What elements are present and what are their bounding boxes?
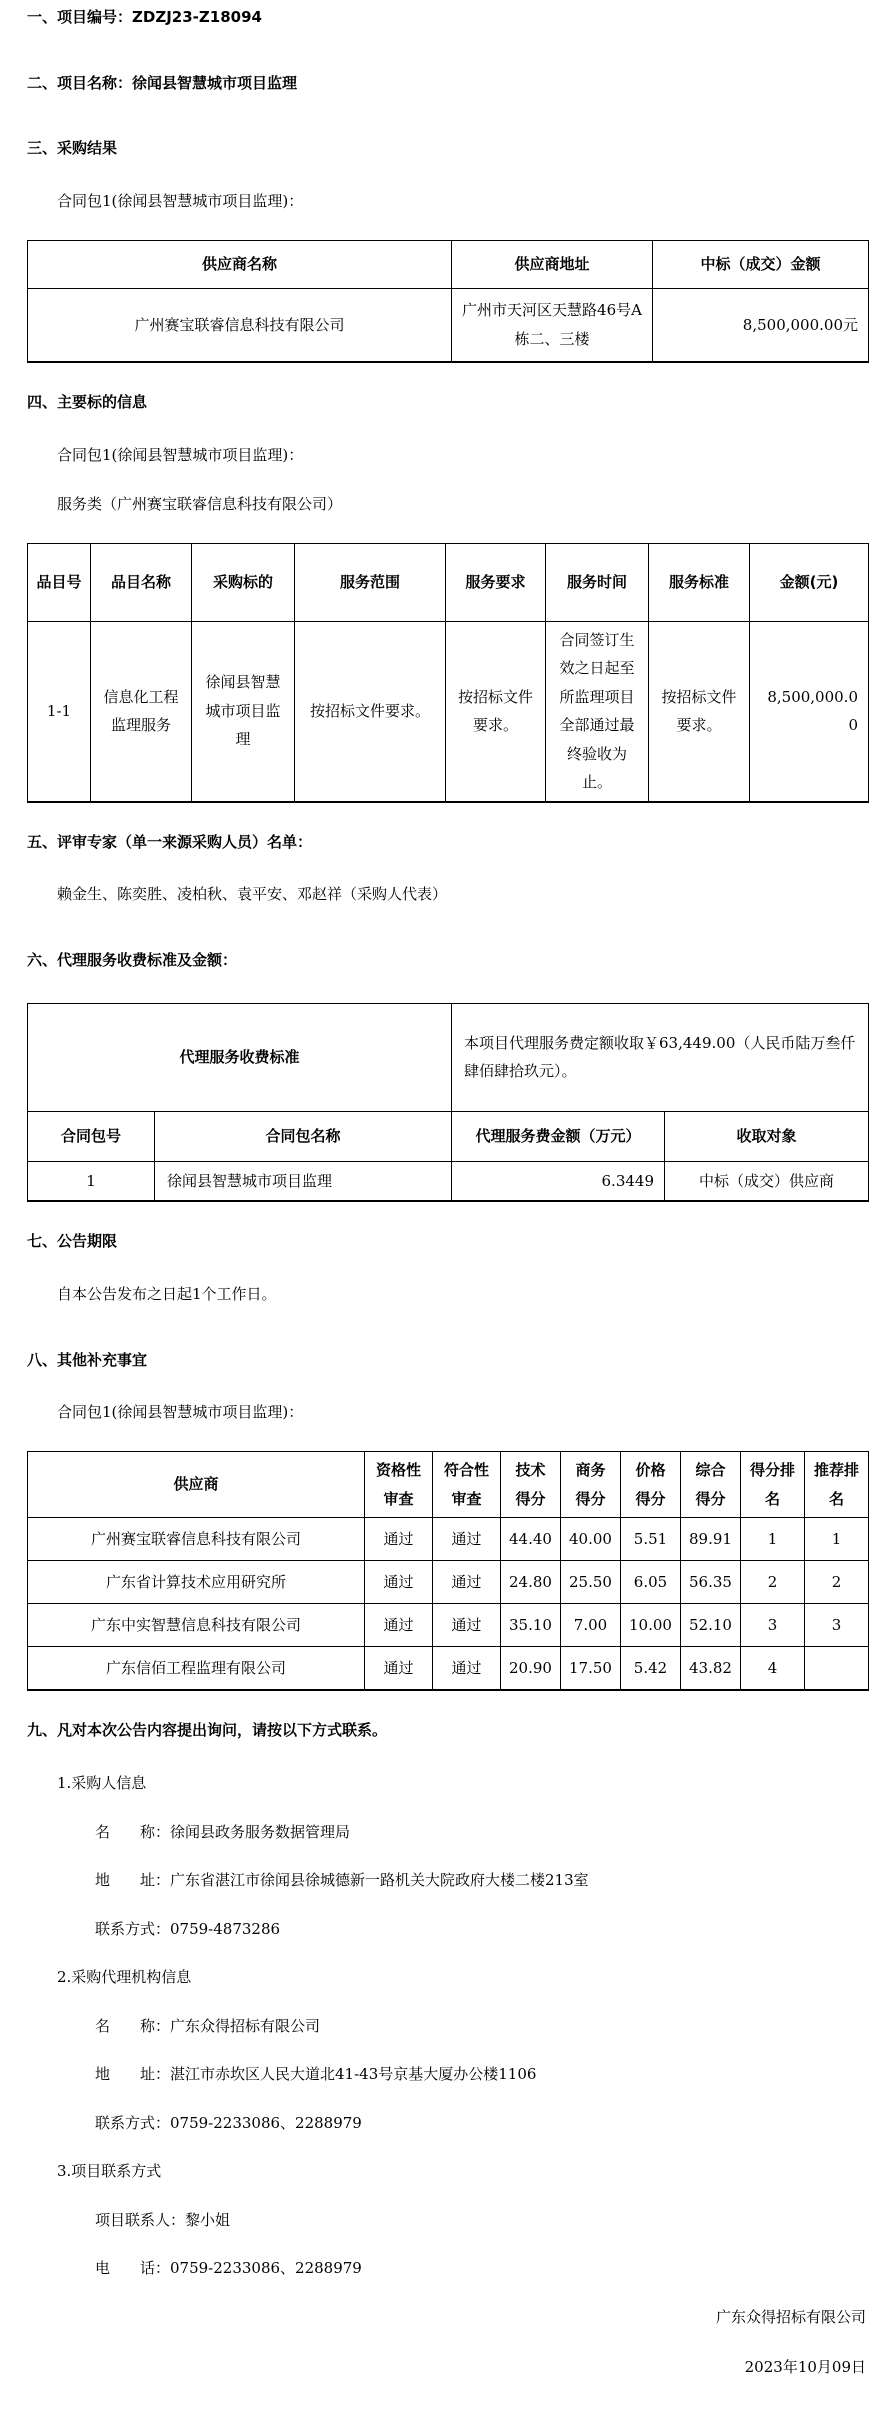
column-header-amount: 金额(元) [750, 543, 869, 621]
column-header-fee-amount: 代理服务费金额（万元） [452, 1111, 665, 1161]
procurement-subject-cell: 徐闻县智慧城市项目监理 [192, 621, 295, 802]
column-header-technical-score: 技术得分 [501, 1452, 561, 1518]
agency-name: 名 称：广东众得招标有限公司 [95, 2016, 321, 2035]
procurement-result-title: 三、采购结果 [27, 139, 118, 157]
score-table-row [28, 1604, 869, 1647]
section-supplementary [27, 1351, 866, 1691]
recommend-rank-cell: 3 [805, 1604, 869, 1647]
item-no-cell: 1-1 [28, 621, 91, 802]
agency-contact: 联系方式：0759-2233086、2288979 [95, 2113, 362, 2132]
signature-block [27, 2306, 866, 2379]
announcement-period-title: 七、公告期限 [27, 1232, 118, 1250]
column-header-procurement-subject: 采购标的 [192, 543, 295, 621]
total-score-cell: 52.10 [681, 1604, 741, 1647]
column-header-fee-payer: 收取对象 [665, 1111, 869, 1161]
column-header-conformity-review: 符合性审查 [433, 1452, 501, 1518]
subject-table [27, 543, 869, 803]
business-score-cell: 25.50 [561, 1561, 621, 1604]
section-subject-info [27, 393, 866, 803]
supplementary-title: 八、其他补充事宜 [27, 1350, 148, 1369]
fee-table-header-row [28, 1111, 869, 1161]
expert-list-title: 五、评审专家（单一来源采购人员）名单： [27, 832, 313, 851]
qualification-cell: 通过 [365, 1561, 433, 1604]
score-table-row [28, 1561, 869, 1604]
amount-cell: 8,500,000.00 [750, 621, 869, 802]
project-contact-info [57, 2160, 866, 2280]
agency-heading: 2.采购代理机构信息 [57, 1968, 192, 1986]
total-score-cell: 56.35 [681, 1561, 741, 1604]
package-no-cell: 1 [28, 1161, 155, 1201]
purchaser-info [57, 1772, 866, 1940]
technical-score-cell: 44.40 [501, 1518, 561, 1561]
business-score-cell: 7.00 [561, 1604, 621, 1647]
agency-fee-title: 六、代理服务收费标准及金额： [27, 951, 238, 969]
purchaser-heading: 1.采购人信息 [57, 1774, 147, 1792]
total-score-cell: 89.91 [681, 1518, 741, 1561]
recommend-rank-cell: 1 [805, 1518, 869, 1561]
score-table-row [28, 1518, 869, 1561]
expert-names: 赖金生、陈奕胜、凌柏秋、袁平安、邓赵祥（采购人代表） [57, 885, 448, 903]
technical-score-cell: 24.80 [501, 1561, 561, 1604]
project-number-title: 一、项目编号：ZDZJ23-Z18094 [27, 8, 262, 26]
section-expert-list [27, 833, 866, 906]
service-time-cell: 合同签订生效之日起至所监理项目全部通过最终验收为止。 [546, 621, 649, 802]
agency-fee-table [27, 1003, 869, 1203]
signature-company: 广东众得招标有限公司 [715, 2307, 866, 2326]
section-procurement-result [27, 139, 866, 363]
column-header-service-standard: 服务标准 [649, 543, 750, 621]
service-requirement-cell: 按招标文件要求。 [446, 621, 546, 802]
score-table-header-row [28, 1452, 869, 1518]
result-table [27, 240, 869, 364]
score-table [27, 1451, 869, 1691]
column-header-qualification-review: 资格性审查 [365, 1452, 433, 1518]
score-table-row [28, 1647, 869, 1690]
score-rank-cell: 3 [741, 1604, 805, 1647]
business-score-cell: 17.50 [561, 1647, 621, 1690]
subject-table-header-row [28, 543, 869, 621]
recommend-rank-cell [805, 1647, 869, 1690]
result-table-header-row [28, 240, 869, 288]
qualification-cell: 通过 [365, 1647, 433, 1690]
conformity-cell: 通过 [433, 1647, 501, 1690]
package-label: 合同包1(徐闻县智慧城市项目监理)： [57, 1403, 304, 1421]
project-contact-heading: 3.项目联系方式 [57, 2162, 162, 2180]
total-score-cell: 43.82 [681, 1647, 741, 1690]
section-project-name [27, 74, 866, 94]
column-header-service-scope: 服务范围 [295, 543, 446, 621]
column-header-business-score: 商务得分 [561, 1452, 621, 1518]
column-header-service-requirement: 服务要求 [446, 543, 546, 621]
column-header-score-rank: 得分排名 [741, 1452, 805, 1518]
conformity-cell: 通过 [433, 1604, 501, 1647]
package-label: 合同包1(徐闻县智慧城市项目监理)： [57, 445, 304, 464]
section-announcement-period [27, 1232, 866, 1305]
column-header-total-score: 综合得分 [681, 1452, 741, 1518]
section-project-number [27, 8, 866, 28]
service-scope-cell: 按招标文件要求。 [295, 621, 446, 802]
column-header-price-score: 价格得分 [621, 1452, 681, 1518]
score-rank-cell: 4 [741, 1647, 805, 1690]
price-score-cell: 10.00 [621, 1604, 681, 1647]
award-amount-cell: 8,500,000.00元 [653, 288, 869, 362]
column-header-award-amount: 中标（成交）金额 [653, 240, 869, 288]
column-header-package-name: 合同包名称 [155, 1111, 452, 1161]
fee-standard-desc-cell: 本项目代理服务费定额收取￥63,449.00（人民币陆万叁仟肆佰肆拾玖元）。 [452, 1003, 869, 1111]
supplier-address-cell: 广州市天河区天慧路46号A栋二、三楼 [452, 288, 653, 362]
qualification-cell: 通过 [365, 1604, 433, 1647]
fee-table-row [28, 1161, 869, 1201]
section-agency-fee [27, 951, 866, 1202]
result-table-row [28, 288, 869, 362]
column-header-item-no: 品目号 [28, 543, 91, 621]
column-header-recommend-rank: 推荐排名 [805, 1452, 869, 1518]
business-score-cell: 40.00 [561, 1518, 621, 1561]
section-contact [27, 1721, 866, 2280]
column-header-supplier-name: 供应商名称 [28, 240, 452, 288]
service-standard-cell: 按招标文件要求。 [649, 621, 750, 802]
item-name-cell: 信息化工程监理服务 [91, 621, 192, 802]
score-rank-cell: 1 [741, 1518, 805, 1561]
supplier-name-cell: 广州赛宝联睿信息科技有限公司 [28, 288, 452, 362]
signature-date: 2023年10月09日 [744, 2358, 866, 2376]
fee-standard-label-cell: 代理服务收费标准 [28, 1003, 452, 1111]
supplier-cell: 广东信佰工程监理有限公司 [28, 1647, 365, 1690]
purchaser-contact: 联系方式：0759-4873286 [95, 1919, 281, 1938]
fee-payer-cell: 中标（成交）供应商 [665, 1161, 869, 1201]
conformity-cell: 通过 [433, 1518, 501, 1561]
fee-standard-row [28, 1003, 869, 1111]
column-header-supplier: 供应商 [28, 1452, 365, 1518]
service-category-label: 服务类（广州赛宝联睿信息科技有限公司） [57, 494, 343, 513]
conformity-cell: 通过 [433, 1561, 501, 1604]
subject-table-row [28, 621, 869, 802]
project-name-title: 二、项目名称：徐闻县智慧城市项目监理 [27, 73, 298, 92]
agency-info [57, 1966, 866, 2134]
recommend-rank-cell: 2 [805, 1561, 869, 1604]
purchaser-address: 地 址：广东省湛江市徐闻县徐城德新一路机关大院政府大楼二楼213室 [95, 1871, 589, 1889]
project-contact-phone: 电 话：0759-2233086、2288979 [95, 2259, 362, 2277]
contact-title: 九、凡对本次公告内容提出询问，请按以下方式联系。 [27, 1720, 388, 1739]
column-header-supplier-address: 供应商地址 [452, 240, 653, 288]
price-score-cell: 5.42 [621, 1647, 681, 1690]
supplier-cell: 广东省计算技术应用研究所 [28, 1561, 365, 1604]
column-header-item-name: 品目名称 [91, 543, 192, 621]
fee-amount-cell: 6.3449 [452, 1161, 665, 1201]
score-rank-cell: 2 [741, 1561, 805, 1604]
supplier-cell: 广州赛宝联睿信息科技有限公司 [28, 1518, 365, 1561]
technical-score-cell: 20.90 [501, 1647, 561, 1690]
package-name-cell: 徐闻县智慧城市项目监理 [155, 1161, 452, 1201]
supplier-cell: 广东中实智慧信息科技有限公司 [28, 1604, 365, 1647]
subject-info-title: 四、主要标的信息 [27, 393, 148, 411]
price-score-cell: 5.51 [621, 1518, 681, 1561]
project-contact-person: 项目联系人：黎小姐 [95, 2210, 231, 2229]
column-header-package-no: 合同包号 [28, 1111, 155, 1161]
qualification-cell: 通过 [365, 1518, 433, 1561]
technical-score-cell: 35.10 [501, 1604, 561, 1647]
announcement-period-text: 自本公告发布之日起1个工作日。 [57, 1284, 277, 1303]
agency-address: 地 址：湛江市赤坎区人民大道北41-43号京基大厦办公楼1106 [95, 2065, 537, 2083]
purchaser-name: 名 称：徐闻县政务服务数据管理局 [95, 1822, 351, 1841]
column-header-service-time: 服务时间 [546, 543, 649, 621]
price-score-cell: 6.05 [621, 1561, 681, 1604]
package-label: 合同包1(徐闻县智慧城市项目监理)： [57, 191, 304, 210]
